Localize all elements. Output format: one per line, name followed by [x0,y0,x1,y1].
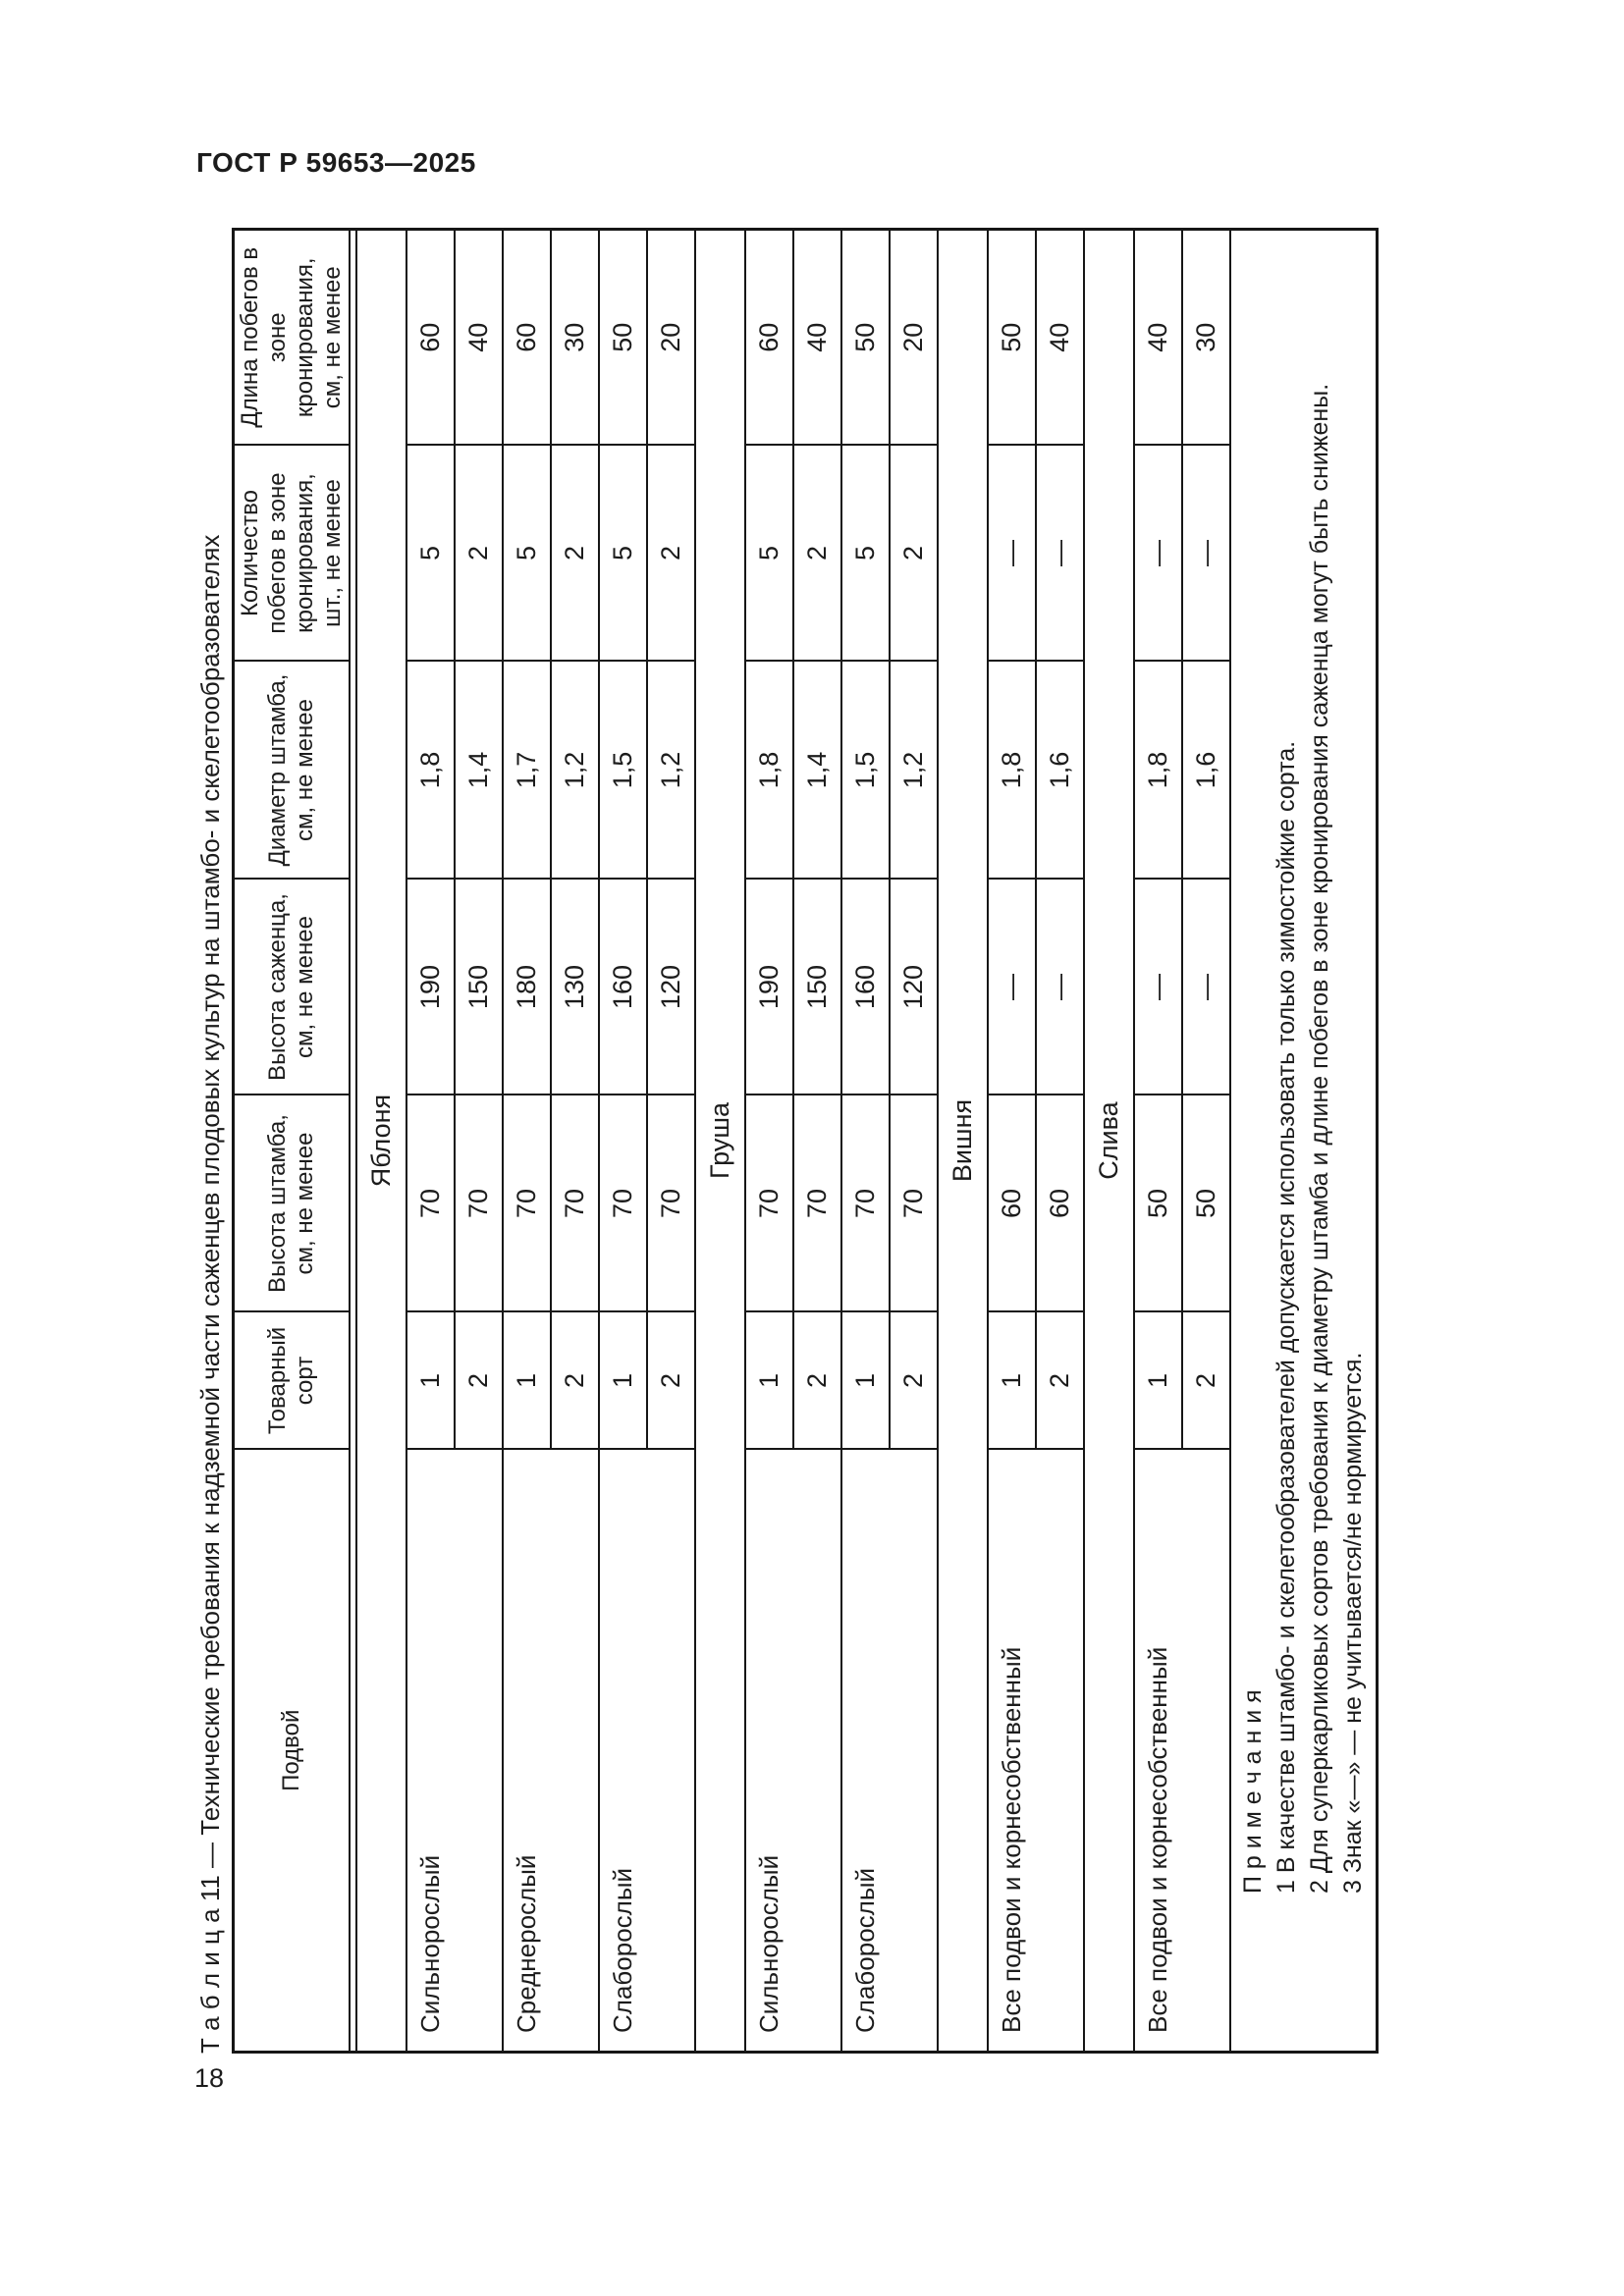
rootstock-cell: Все подвои и корнесобственный [1134,1450,1230,2053]
shoots-count-cell: 5 [745,446,793,662]
trunk-height-cell: 70 [890,1095,938,1312]
trunk-diameter-cell: 1,7 [503,662,551,880]
grade-cell: 2 [647,1312,695,1450]
section-row-pear [695,230,745,2053]
table-row [745,230,793,2053]
trunk-diameter-cell: 1,5 [841,662,890,880]
grade-cell: 2 [1036,1312,1084,1450]
grade-cell: 2 [455,1312,503,1450]
seedling-height-cell: 160 [841,880,890,1095]
col-header-rootstock: Подвой [234,1450,351,2053]
trunk-height-cell: 70 [647,1095,695,1312]
seedling-height-cell: — [1182,880,1230,1095]
trunk-diameter-cell: 1,4 [793,662,841,880]
rootstock-cell: Все подвои и корнесобственный [988,1450,1084,2053]
trunk-height-cell: 70 [551,1095,599,1312]
shoots-length-cell: 40 [1134,230,1182,446]
shoots-length-cell: 20 [647,230,695,446]
trunk-height-cell: 70 [599,1095,647,1312]
trunk-diameter-cell: 1,2 [647,662,695,880]
grade-cell: 2 [793,1312,841,1450]
shoots-count-cell: 2 [551,446,599,662]
trunk-diameter-cell: 1,6 [1182,662,1230,880]
seedling-height-cell: 120 [890,880,938,1095]
seedling-height-cell: 150 [793,880,841,1095]
section-row-apple [356,230,406,2053]
rootstock-cell: Среднерослый [503,1450,599,2053]
shoots-count-cell: 5 [599,446,647,662]
seedling-height-cell: — [988,880,1036,1095]
trunk-diameter-cell: 1,6 [1036,662,1084,880]
col-header-trunk-height: Высота штамба, см, не менее [234,1095,351,1312]
trunk-diameter-cell: 1,2 [551,662,599,880]
shoots-length-cell: 50 [841,230,890,446]
col-header-grade: Товарный сорт [234,1312,351,1450]
notes-heading: П р и м е ч а н и я [1239,1689,1267,1894]
rootstock-cell: Слаборослый [599,1450,695,2053]
trunk-height-cell: 70 [455,1095,503,1312]
shoots-length-cell: 40 [793,230,841,446]
grade-cell: 1 [406,1312,455,1450]
grade-cell: 2 [1182,1312,1230,1450]
table-row [988,230,1036,2053]
shoots-count-cell: 2 [890,446,938,662]
table-title: Т а б л и ц а 11 — Технические требования к надземной части саженцев плодовых культур на штамбо- и скелетообразователях [195,534,225,2054]
section-row-plum [1084,230,1134,2053]
trunk-diameter-cell: 1,8 [406,662,455,880]
section-label: Вишня [938,230,988,2053]
trunk-height-cell: 70 [406,1095,455,1312]
shoots-count-cell: 5 [503,446,551,662]
note-item: 3 Знак «—» — не учитывается/не нормируется. [1339,1352,1367,1894]
shoots-length-cell: 40 [455,230,503,446]
section-label: Груша [695,230,745,2053]
seedling-height-cell: — [1036,880,1084,1095]
shoots-count-cell: — [1182,446,1230,662]
header-double-line [350,230,356,2053]
table-row [1134,230,1182,2053]
grade-cell: 1 [503,1312,551,1450]
rootstock-cell: Сильнорослый [745,1450,841,2053]
notes-row [1230,230,1378,2053]
trunk-height-cell: 70 [793,1095,841,1312]
section-row-cherry [938,230,988,2053]
shoots-count-cell: 2 [793,446,841,662]
table-header-row [234,230,351,2053]
shoots-count-cell: — [1036,446,1084,662]
trunk-height-cell: 60 [988,1095,1036,1312]
trunk-height-cell: 70 [503,1095,551,1312]
trunk-height-cell: 50 [1182,1095,1230,1312]
trunk-diameter-cell: 1,8 [988,662,1036,880]
shoots-length-cell: 20 [890,230,938,446]
rootstock-cell: Слаборослый [841,1450,938,2053]
shoots-count-cell: 5 [841,446,890,662]
shoots-length-cell: 30 [1182,230,1230,446]
trunk-diameter-cell: 1,4 [455,662,503,880]
trunk-diameter-cell: 1,5 [599,662,647,880]
shoots-length-cell: 50 [599,230,647,446]
seedling-height-cell: 130 [551,880,599,1095]
shoots-length-cell: 60 [503,230,551,446]
grade-cell: 1 [988,1312,1036,1450]
shoots-length-cell: 60 [745,230,793,446]
grade-cell: 1 [745,1312,793,1450]
table-row [841,230,890,2053]
shoots-count-cell: — [988,446,1036,662]
shoots-length-cell: 30 [551,230,599,446]
rotated-table-block [193,231,1372,2054]
col-header-trunk-diameter: Диаметр штамба, см, не менее [234,662,351,880]
col-header-shoots-count: Количество побегов в зоне кронирования, шт., не менее [234,446,351,662]
seedling-height-cell: 160 [599,880,647,1095]
seedling-height-cell: — [1134,880,1182,1095]
trunk-height-cell: 70 [841,1095,890,1312]
page-number: 18 [194,2063,225,2093]
table-row [406,230,455,2053]
note-item: 2 Для суперкарликовых сортов требования к диаметру штамба и длине побегов в зоне кронирования саженца могут быть снижены. [1306,383,1333,1894]
rootstock-cell: Сильнорослый [406,1450,503,2053]
trunk-height-cell: 50 [1134,1095,1182,1312]
grade-cell: 2 [890,1312,938,1450]
trunk-height-cell: 70 [745,1095,793,1312]
table-row [599,230,647,2053]
shoots-count-cell: — [1134,446,1182,662]
grade-cell: 2 [551,1312,599,1450]
shoots-count-cell: 2 [647,446,695,662]
col-header-shoots-length: Длина побегов в зоне кронирования, см, не менее [234,230,351,446]
standard-designation: ГОСТ Р 59653—2025 [196,147,476,178]
grade-cell: 1 [599,1312,647,1450]
shoots-length-cell: 50 [988,230,1036,446]
trunk-diameter-cell: 1,2 [890,662,938,880]
shoots-length-cell: 60 [406,230,455,446]
trunk-height-cell: 60 [1036,1095,1084,1312]
seedling-height-cell: 180 [503,880,551,1095]
shoots-length-cell: 40 [1036,230,1084,446]
note-item: 1 В качестве штамбо- и скелетообразователей допускается использовать только зимостойкие сорта. [1272,740,1300,1894]
seedling-height-cell: 190 [745,880,793,1095]
table-row [503,230,551,2053]
shoots-count-cell: 5 [406,446,455,662]
seedling-height-cell: 120 [647,880,695,1095]
grade-cell: 1 [841,1312,890,1450]
requirements-table [232,228,1379,2054]
seedling-height-cell: 150 [455,880,503,1095]
shoots-count-cell: 2 [455,446,503,662]
section-label: Слива [1084,230,1134,2053]
trunk-diameter-cell: 1,8 [745,662,793,880]
col-header-seedling-height: Высота саженца, см, не менее [234,880,351,1095]
seedling-height-cell: 190 [406,880,455,1095]
grade-cell: 1 [1134,1312,1182,1450]
section-label: Яблоня [356,230,406,2053]
trunk-diameter-cell: 1,8 [1134,662,1182,880]
